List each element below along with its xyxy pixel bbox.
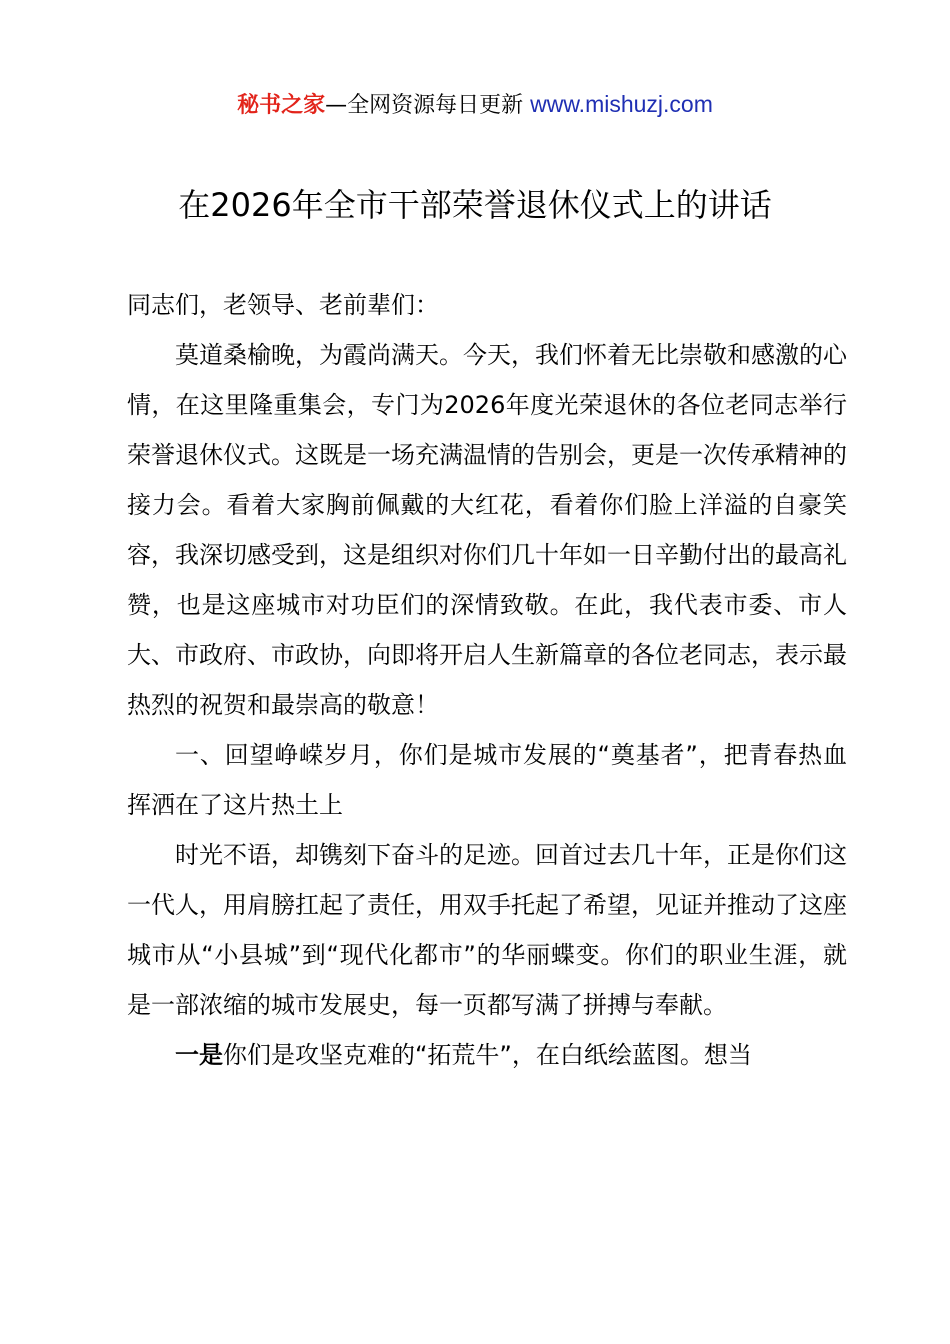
- point-text: 你们是攻坚克难的“拓荒牛”，在白纸绘蓝图。想当: [223, 1041, 752, 1069]
- point-paragraph: [127, 1030, 847, 1080]
- section-heading: 一、回望峥嵘岁月，你们是城市发展的“奠基者”，把青春热血挥洒在了这片热土上: [127, 741, 847, 819]
- header-tagline: —全网资源每日更新: [325, 93, 531, 118]
- site-url-link[interactable]: www.mishuzj.com: [530, 91, 713, 117]
- document-title: 在2026年全市干部荣誉退休仪式上的讲话: [178, 186, 772, 224]
- paragraph: 时光不语，却镌刻下奋斗的足迹。回首过去几十年，正是你们这一代人，用肩膀扛起了责任，用双手托起了希望，见证并推动了这座城市从“小县城”到“现代化都市”的华丽蝶变。你们的职业生涯，就是一部浓缩的城市发展史，每一页都写满了拼搏与奉献。: [127, 841, 847, 1019]
- salutation: 同志们，老领导、老前辈们：: [127, 291, 439, 319]
- point-lead: 一是: [175, 1041, 223, 1069]
- paragraph: 莫道桑榆晚，为霞尚满天。今天，我们怀着无比崇敬和感激的心情，在这里隆重集会，专门为2026年度光荣退休的各位老同志举行荣誉退休仪式。这既是一场充满温情的告别会，更是一次传承精神的接力会。看着大家胸前佩戴的大红花，看着你们脸上洋溢的自豪笑容，我深切感受到，这是组织对你们几十年如一日辛勤付出的最高礼赞，也是这座城市对功臣们的深情致敬。在此，我代表市委、市人大、市政府、市政协，向即将开启人生新篇章的各位老同志，表示最热烈的祝贺和最崇高的敬意！: [127, 341, 847, 719]
- document-body: [127, 280, 847, 1080]
- site-name: 秘书之家: [237, 93, 326, 118]
- page-header: [0, 88, 950, 122]
